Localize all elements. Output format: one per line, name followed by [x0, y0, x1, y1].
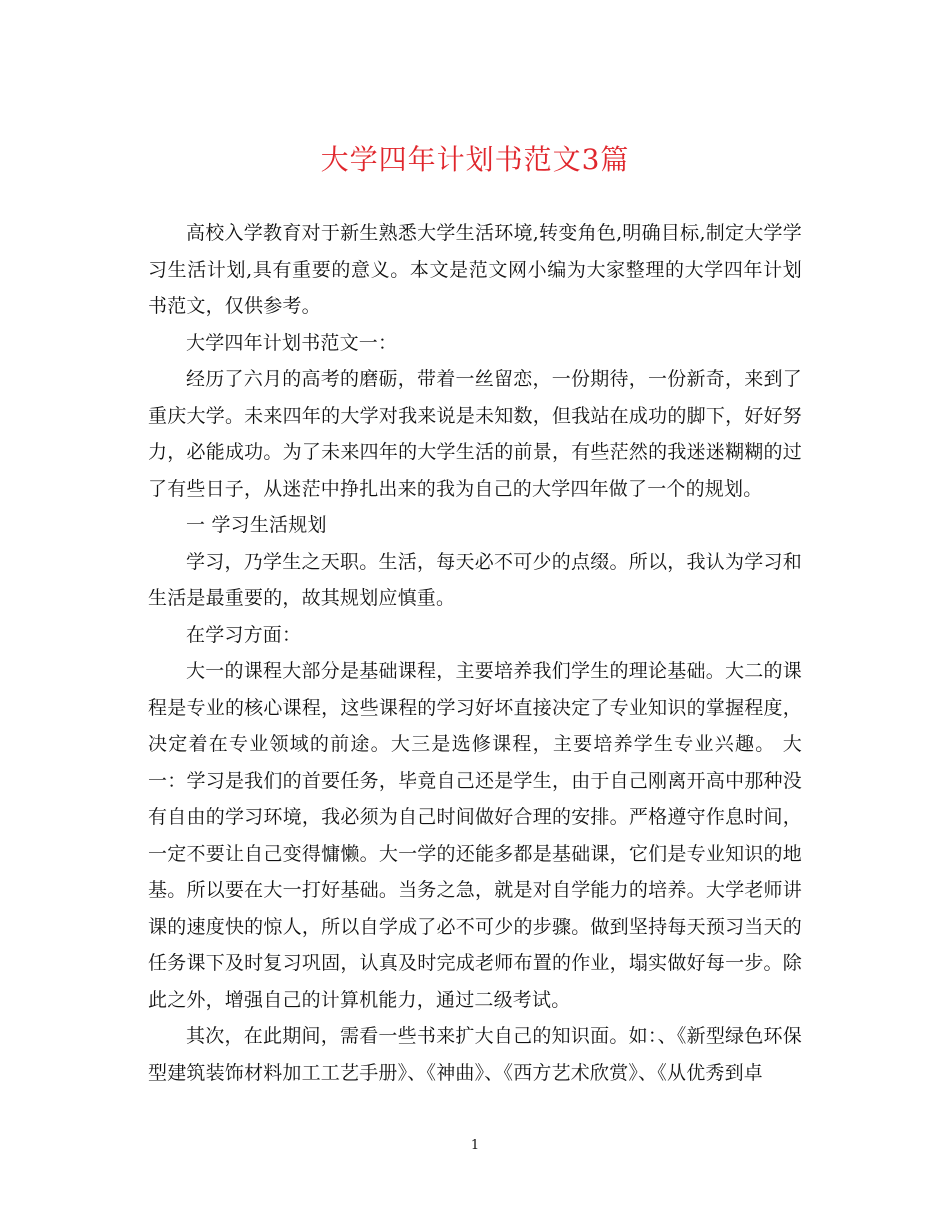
paragraph-study-heading: 在学习方面：	[186, 623, 302, 646]
paragraph-plan-heading: 一 学习生活规划	[186, 514, 327, 536]
paragraph-intro: 高校入学教育对于新生熟悉大学生活环境,转变角色,明确目标,制定大学学习生活计划,具有重要的意义。本文是范文网小编为大家整理的大学四年计划书范文，仅供参考。	[148, 222, 802, 317]
paragraph-experience: 经历了六月的高考的磨砺，带着一丝留恋，一份期待，一份新奇，来到了重庆大学。未来四年的大学对我来说是未知数，但我站在成功的脚下，好好努力，必能成功。为了未来四年的大学生活的前景，有些茫然的我迷迷糊糊的过了有些日子，从迷茫中挣扎出来的我为自己的大学四年做了一个的规划。	[148, 368, 802, 500]
document-body	[148, 215, 802, 1091]
paragraph-courses: 大一的课程大部分是基础课程，主要培养我们学生的理论基础。大二的课程是专业的核心课程，这些课程的学习好坏直接决定了专业知识的掌握程度，决定着在专业领域的前途。大三是选修课程，主要培养学生专业兴趣。 大一：学习是我们的首要任务，毕竟自己还是学生，由于自己刚离开高中那种没有自由的学习环境，我必须为自己时间做好合理的安排。严格遵守作息时间，一定不要让自己变得慵懒。大一学的还能多都是基础课，它们是专业知识的地基。所以要在大一打好基础。当务之急，就是对自学能力的培养。大学老师讲课的速度快的惊人，所以自学成了必不可少的步骤。做到坚持每天预习当天的任务课下及时复习巩固，认真及时完成老师布置的作业，塌实做好每一步。除此之外，增强自己的计算机能力，通过二级考试。	[148, 660, 802, 1011]
paragraph-section-heading: 大学四年计划书范文一：	[186, 331, 398, 354]
document-title: 大学四年计划书范文3篇	[320, 143, 630, 176]
paragraph-reading: 其次，在此期间，需看一些书来扩大自己的知识面。如：、《新型绿色环保型建筑装饰材料加工工艺手册》、《神曲》、《西方艺术欣赏》、《从优秀到卓	[148, 1025, 802, 1084]
page-number: 1	[470, 1138, 480, 1153]
paragraph-study-life: 学习，乃学生之天职。生活，每天必不可少的点缀。所以，我认为学习和生活是最重要的，故其规划应慎重。	[148, 550, 802, 609]
